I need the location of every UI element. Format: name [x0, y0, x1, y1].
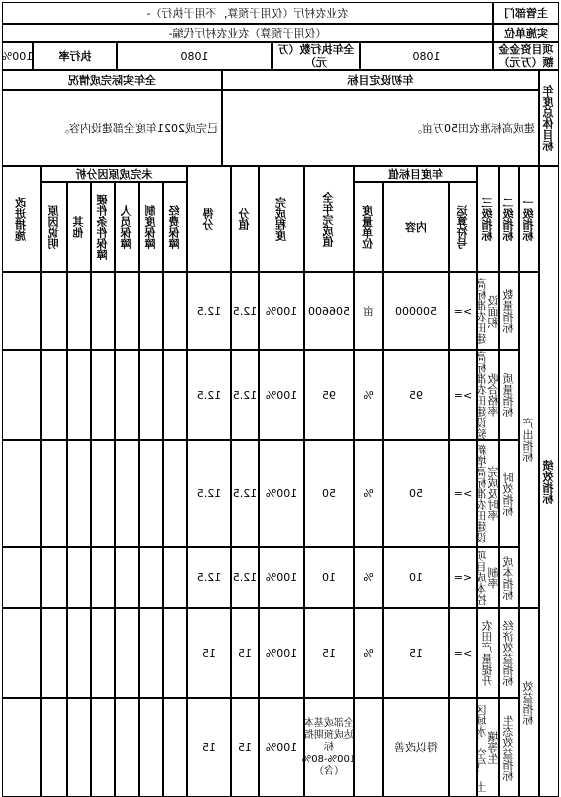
- col-unit: 度量单位: [354, 182, 383, 272]
- cell-empty: [67, 698, 91, 797]
- cell-level3: 农田产量提升: [477, 608, 499, 698]
- cell-empty: [41, 272, 67, 350]
- col-score: 得分: [187, 166, 231, 272]
- impl-value: （仅用于预算）农业农村厅代编-: [2, 24, 493, 42]
- cell-full-year: 50: [304, 440, 354, 547]
- col-reason-other: 其他: [67, 182, 91, 272]
- cell-content: 500000: [383, 272, 449, 350]
- cell-weight: 15: [231, 698, 259, 797]
- cell-operator: [449, 698, 477, 797]
- level2-ecology: 生态效益指标: [499, 698, 519, 797]
- cell-empty: [115, 698, 139, 797]
- cell-operator: >=: [449, 272, 477, 350]
- cell-empty: [67, 350, 91, 440]
- cell-empty: [67, 272, 91, 350]
- cell-completion: 100%: [259, 350, 304, 440]
- annual-exec-value: 1080: [117, 42, 272, 70]
- exec-rate-label: 执行率: [33, 42, 117, 70]
- cell-level3: 高标准农田建设验收合格率: [475, 351, 500, 439]
- col-reason-funding: 经费保障: [163, 182, 187, 272]
- col-level3: 三级指标: [477, 166, 499, 272]
- cell-empty: [2, 547, 41, 608]
- cell-score: 12.5: [187, 440, 231, 547]
- cell-empty: [91, 350, 115, 440]
- cell-weight: 12.5: [231, 440, 259, 547]
- perf-side-label: 绩效指标: [539, 166, 559, 797]
- cell-weight: 12.5: [231, 547, 259, 608]
- cell-unit: %: [354, 547, 383, 608]
- supervisor-label: 主管部门: [493, 2, 559, 24]
- col-improve: 改进措施: [2, 166, 41, 272]
- cell-empty: [2, 272, 41, 350]
- goal-text: 建成高标准农田50万亩。: [222, 90, 539, 166]
- cell-unit: [354, 698, 383, 797]
- cell-level3: 高标准农田建设面积: [477, 272, 499, 350]
- cell-empty: [91, 698, 115, 797]
- cell-empty: [67, 608, 91, 698]
- level2-quality: 质量指标: [499, 350, 519, 440]
- cell-score: 12.5: [187, 350, 231, 440]
- cell-empty: [2, 440, 41, 547]
- cell-empty: [91, 440, 115, 547]
- cell-content: 得以改善: [383, 698, 449, 797]
- funds-label: 项目资金金额（万元）: [493, 42, 559, 70]
- cell-empty: [139, 547, 163, 608]
- cell-score: 12.5: [187, 547, 231, 608]
- cell-empty: [163, 272, 187, 350]
- col-reasons-group: 未完成原因分析: [41, 166, 187, 182]
- annual-exec-label: 全年执行数（万元）: [272, 42, 360, 70]
- cell-empty: [67, 440, 91, 547]
- cell-completion: 100%: [259, 440, 304, 547]
- cell-full-year: 95: [304, 350, 354, 440]
- cell-operator: <=: [449, 547, 477, 608]
- cell-empty: [2, 350, 41, 440]
- cell-empty: [139, 272, 163, 350]
- col-reason-hardware: 硬件条件保障: [91, 182, 115, 272]
- cell-empty: [115, 272, 139, 350]
- level1-effect: 效益指标: [519, 608, 539, 797]
- col-level2: 二级指标: [499, 166, 519, 272]
- cell-unit: %: [354, 440, 383, 547]
- col-weight: 分值: [231, 166, 259, 272]
- col-completion: 完成程度: [259, 166, 304, 272]
- cell-operator: >=: [449, 608, 477, 698]
- level2-quantity: 数量指标: [499, 272, 519, 350]
- cell-level3: 项目成本控制率: [477, 547, 499, 608]
- impl-label: 实施单位: [493, 24, 559, 42]
- col-reason-system: 制度保障: [139, 182, 163, 272]
- cell-score: 15: [187, 608, 231, 698]
- cell-empty: [163, 608, 187, 698]
- col-operator: 运算符号: [449, 182, 477, 272]
- col-content: 内容: [383, 182, 449, 272]
- cell-empty: [91, 547, 115, 608]
- cell-empty: [91, 272, 115, 350]
- cell-empty: [41, 608, 67, 698]
- level2-economic: 经济效益指标: [499, 608, 519, 698]
- cell-score: 15: [187, 698, 231, 797]
- cell-empty: [139, 698, 163, 797]
- cell-operator: >=: [449, 440, 477, 547]
- cell-level3: 区域水、空气、土壤等生: [477, 698, 499, 797]
- cell-empty: [41, 698, 67, 797]
- cell-full-year: 10: [304, 547, 354, 608]
- status-label: 全年实际完成情况: [2, 70, 222, 90]
- cell-empty: [115, 608, 139, 698]
- cell-empty: [139, 608, 163, 698]
- cell-empty: [41, 547, 67, 608]
- level2-cost: 成本指标: [499, 547, 519, 608]
- cell-completion: 100%: [259, 547, 304, 608]
- cell-empty: [115, 350, 139, 440]
- cell-empty: [115, 440, 139, 547]
- cell-empty: [115, 547, 139, 608]
- overall-side-label: 年度总体目标: [539, 70, 559, 166]
- cell-empty: [139, 440, 163, 547]
- cell-unit: %: [354, 608, 383, 698]
- cell-empty: [91, 608, 115, 698]
- cell-completion: 100%: [259, 698, 304, 797]
- col-reason-staff: 人员保障: [115, 182, 139, 272]
- cell-unit: %: [354, 350, 383, 440]
- cell-empty: [163, 350, 187, 440]
- cell-content: 95: [383, 350, 449, 440]
- cell-empty: [41, 350, 67, 440]
- cell-empty: [41, 440, 67, 547]
- cell-empty: [2, 608, 41, 698]
- level1-output: 产出指标: [519, 272, 539, 608]
- cell-empty: [163, 547, 187, 608]
- funds-value: 1080: [360, 42, 493, 70]
- cell-weight: 12.5: [231, 350, 259, 440]
- col-full-year: 全年完成值: [304, 166, 354, 272]
- cell-content: 50: [383, 440, 449, 547]
- col-annual-group: 年度目标值: [354, 166, 477, 182]
- cell-completion: 100%: [259, 608, 304, 698]
- supervisor-value: 农业农村厅（仅用于预算，不用于执行）-: [2, 2, 493, 24]
- col-reason-note: 原因说明: [41, 182, 67, 272]
- cell-weight: 15: [231, 608, 259, 698]
- goal-label: 年初设定目标: [222, 70, 539, 90]
- cell-weight: 12.5: [231, 272, 259, 350]
- cell-empty: [67, 547, 91, 608]
- level2-timeliness: 时效指标: [499, 440, 519, 547]
- cell-content: 15: [383, 608, 449, 698]
- cell-operator: >=: [449, 350, 477, 440]
- cell-unit: 亩: [354, 272, 383, 350]
- cell-level3: 新增高标准农田建设完成及时率: [477, 440, 499, 547]
- cell-empty: [2, 698, 41, 797]
- cell-full-year: 506600: [304, 272, 354, 350]
- cell-empty: [139, 350, 163, 440]
- status-text: 已完成2021年度全部建设内容。: [2, 90, 222, 166]
- cell-completion: 100%: [259, 272, 304, 350]
- col-level1: 一级指标: [519, 166, 539, 272]
- cell-full-year: 全部或基本达成预期指标100%-80%（含）: [304, 698, 354, 797]
- cell-full-year: 15: [304, 608, 354, 698]
- cell-empty: [163, 698, 187, 797]
- cell-content: 10: [383, 547, 449, 608]
- cell-score: 12.5: [187, 272, 231, 350]
- cell-empty: [163, 440, 187, 547]
- exec-rate-value: 100%: [2, 42, 33, 70]
